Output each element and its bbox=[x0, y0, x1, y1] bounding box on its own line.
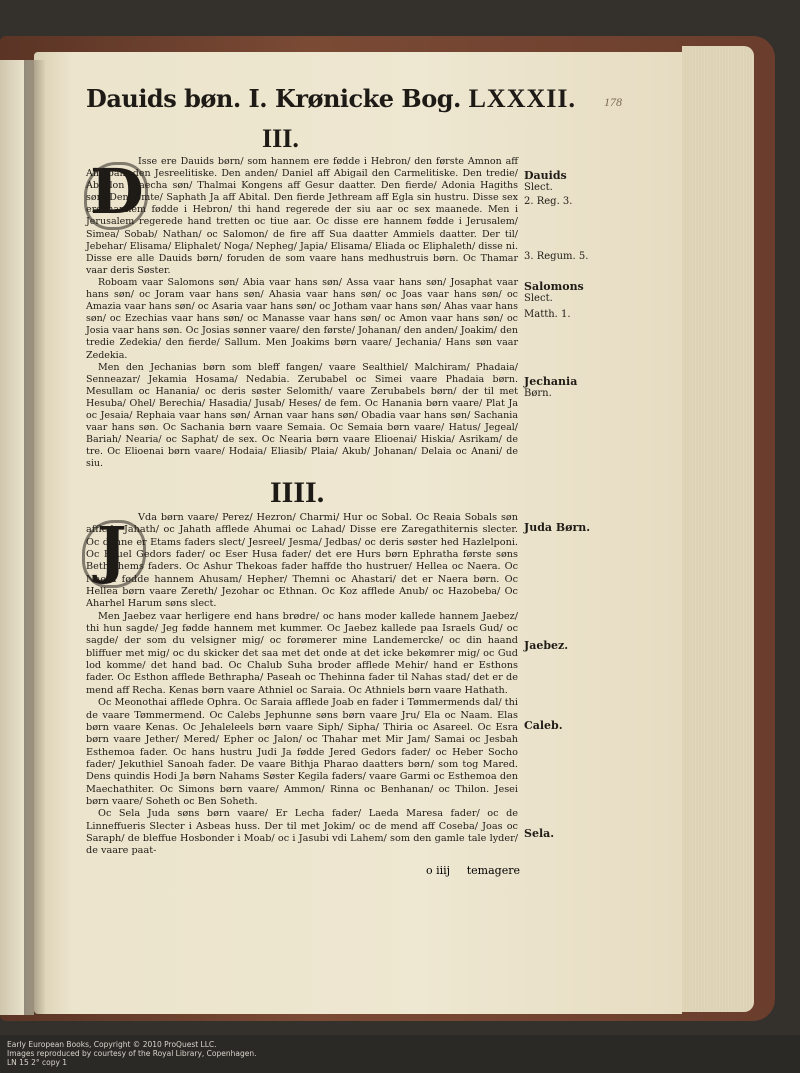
paragraph: Oc Sela Juda søns børn vaare/ Er Lecha fader/ Laeda Maresa fader/ oc de Linneffueris Slecter i Asbeas huss. Der til met Jokim/ oc de mend aff Coseba/ Joas oc Saraph/ de bleffue Hosbonder i Moab/ oc i Jasubi vdi Lahem/ som den gamle tale lyder/ de vaare paat- bbox=[86, 808, 518, 857]
running-head bbox=[86, 84, 576, 124]
margin-note-regum: 3. Regum. 5. bbox=[524, 251, 589, 262]
pencil-folio: 178 bbox=[604, 95, 622, 109]
running-head-title: Dauids bøn. I. Krønicke Bog. bbox=[86, 84, 461, 113]
margin-note-matth: Matth. 1. bbox=[524, 309, 571, 320]
margin-note-jaebez: Jaebez. bbox=[524, 639, 569, 652]
paragraph: Oc Meonothai afflede Ophra. Oc Saraia afflede Joab en fader i Tømmermends dal/ thi de vaare Tømmermend. Oc Calebs Jephunne søns børn vaare Jru/ Ela oc Naam. Elas børn vaare Kenas. Oc Jehaleleels børn vaare Siph/ Sipha/ Thiria oc Asareel. Oc Esra børn vaare Jether/ Mered/ Epher oc Jalon/ oc Thahar met Mir Jam/ Samai oc Jesbah Esthemoa fader. Oc hans hustru Judi Ja fødde Jered Gedors fader/ oc Heber Socho fader/ Jekuthiel Sanoah fader. De vaare Bithja Pharao daatters børn/ som tog Mared. Dens quindis Hodi Ja børn Nahams Søster Kegila faders/ vaare Garmi oc Esthemoa den Maechathiter. Oc Simons børn vaare/ Ammon/ Rinna oc Benhanan/ oc Thilon. Jesei børn vaare/ Soheth oc Ben Soheth. bbox=[86, 697, 518, 807]
copyright-footer bbox=[7, 1040, 407, 1067]
chapter-heading-4: IIII. bbox=[270, 476, 325, 509]
footer-line: LN 15 2° copy 1 bbox=[7, 1058, 68, 1067]
signature-line bbox=[86, 864, 518, 878]
page-edges bbox=[682, 46, 754, 1012]
signature-mark: o iiij bbox=[426, 864, 451, 877]
folio-number: LXXXII. bbox=[468, 84, 576, 113]
paragraph: Vda børn vaare/ Perez/ Hezron/ Charmi/ Hur oc Sobal. Oc Reaia Sobals søn afflede Jahath/ oc Jahath afflede Ahumai oc Lahad/ Disse ere Zaregathiternis slecter. Oc denne er Etams faders slect/ Jesreel/ Jesma/ Jedbas/ oc deris søster hed Hazlelponi. Oc Pnuel Gedors fader/ oc Eser Husa fader/ det ere Hurs børn Ephratha første søns Bethlehems faders. Oc Ashur Thekoas fader haffde tho hustruer/ Hellea oc Naera. Oc Naera fødde hannem Ahusam/ Hepher/ Themni oc Ahastari/ det er Naera børn. Oc Hellea børn vaare Zereth/ Jezohar oc Ethnan. Oc Koz afflede Anub/ oc Hazobeba/ Oc Aharhel Harum søns slect. bbox=[86, 512, 518, 610]
margin-note-dauids bbox=[524, 170, 594, 194]
decorated-initial-j: J bbox=[88, 514, 136, 586]
margin-note-sub: Slect. bbox=[524, 182, 553, 193]
gutter-shadow bbox=[24, 60, 46, 1015]
margin-note-text: Jechania bbox=[524, 375, 578, 388]
catchword: temagere bbox=[466, 864, 520, 877]
paragraph: Roboam vaar Salomons søn/ Abia vaar hans søn/ Assa vaar hans søn/ Josaphat vaar hans søn/ oc Joram vaar hans søn/ Ahasia vaar hans søn/ oc Joas vaar hans søn/ oc Amazia vaar hans søn/ oc Asaria vaar hans søn/ oc Jotham vaar hans søn/ Ahas vaar hans søn/ oc Ezechias vaar hans søn/ oc Manasse vaar hans søn/ oc Amon vaar hans søn/ oc Josia vaar hans søn. Oc Josias sønner vaare/ den første/ Johanan/ den anden/ Joakim/ den tredie Zedekia/ den fierde/ Sallum. Men Joakims børn vaare/ Jechania/ Hans søn vaar Zedekia. bbox=[86, 276, 518, 361]
footer-line: Early European Books, Copyright © 2010 ProQuest LLC. bbox=[7, 1040, 217, 1049]
chapter-4-text bbox=[86, 512, 518, 858]
margin-note-caleb: Caleb. bbox=[524, 719, 563, 732]
margin-note-sub: Børn. bbox=[524, 388, 552, 399]
margin-note-sela: Sela. bbox=[524, 827, 555, 840]
paragraph: Isse ere Dauids børn/ som hannem ere fødde i Hebron/ den første Amnon aff Ahinoam den Jesreelitiske. Den anden/ Daniel aff Abigail den Carmelitiske. Den tredie/ Absalon Maecha søn/ Thalmai Kongens aff Gesur daatter. Den fierde/ Adonia Hagiths søn. Den femte/ Saphath Ja aff Abital. Den fierde Jethream aff Egla sin hustru. Disse sex ere hannem fødde i Hebron/ thi hand regerede der siu aar oc sex maanede. Men i Jerusalem regerede hand tretten oc tiue aar. Oc disse ere hannem fødde i Jerusalem/ Simea/ Sobab/ Nathan/ oc Salomon/ de fire aff Sua daatter Ammiels daatter. Der til/ Jebehar/ Elisama/ Eliphalet/ Noga/ Nepheg/ Japia/ Elisama/ Eliada oc Eliphaleth/ disse ni. Disse ere alle Dauids børn/ foruden de som vaare hans medhustruis børn. Oc Thamar vaar deris Søster. bbox=[86, 156, 518, 276]
decorated-initial-d: D bbox=[90, 155, 144, 228]
margin-note-text: Salomons bbox=[524, 280, 584, 293]
margin-note-salomons bbox=[524, 281, 594, 305]
margin-note-jechania bbox=[524, 376, 594, 400]
paragraph: Men Jaebez vaar herligere end hans brødre/ oc hans moder kallede hannem Jaebez/ thi hun sagde/ Jeg fødde hannem met kummer. Oc Jaebez kallede paa Israels Gud/ oc sagde/ der som du velsigner mig/ oc forømerer mine Landemercke/ oc din haand bliffuer met mig/ oc du skicker det saa met det onde at det icke bekømrer mig/ oc Gud lod komme/ det hand bad. Oc Chalub Suha broder afflede Mehir/ hand er Esthons fader. Oc Esthon afflede Bethrapha/ Paseah oc Thehinna fader til Nahas stad/ det er de mend aff Recha. Kenas børn vaare Athniel oc Saraia. Oc Athniels børn vaare Hathath. bbox=[86, 610, 518, 696]
paragraph: Men den Jechanias børn som bleff fangen/ vaare Sealthiel/ Malchiram/ Phadaia/ Senneazar/ Jekamia Hosama/ Nedabia. Zerubabel oc Simei vaare Phadaia børn. Mesullam oc Hanania/ oc deris søster Selomith/ vaare Zerubabels børn/ der til met Hesuba/ Ohel/ Berechia/ Hasadia/ Jusab/ Heses/ de fem. Oc Hanania børn vaare/ Plat Ja oc Jesaia/ Rephaia vaar hans søn/ Arnan vaar hans søn/ Obadia vaar hans søn/ Sachania vaar hans søn. Oc Sachania børn vaare Semaia. Oc Semaia børn vaare/ Hatus/ Jegeal/ Bariah/ Nearia/ oc Saphat/ de sex. Oc Nearia børn vaare Elioenai/ Hiskia/ Asrikam/ de tre. Oc Elioenai børn vaare/ Hodaia/ Eliasib/ Plaia/ Akub/ Johanan/ Delaia oc Anani/ de siu. bbox=[86, 361, 518, 470]
footer-line: Images reproduced by courtesy of the Royal Library, Copenhagen. bbox=[7, 1049, 257, 1058]
margin-note-reg: 2. Reg. 3. bbox=[524, 196, 573, 207]
chapter-3-text bbox=[86, 156, 518, 470]
margin-note-text: Dauids bbox=[524, 169, 567, 182]
margin-note-sub: Slect. bbox=[524, 293, 553, 304]
chapter-heading-3: III. bbox=[262, 124, 299, 153]
margin-note-juda: Juda Børn. bbox=[524, 521, 591, 534]
